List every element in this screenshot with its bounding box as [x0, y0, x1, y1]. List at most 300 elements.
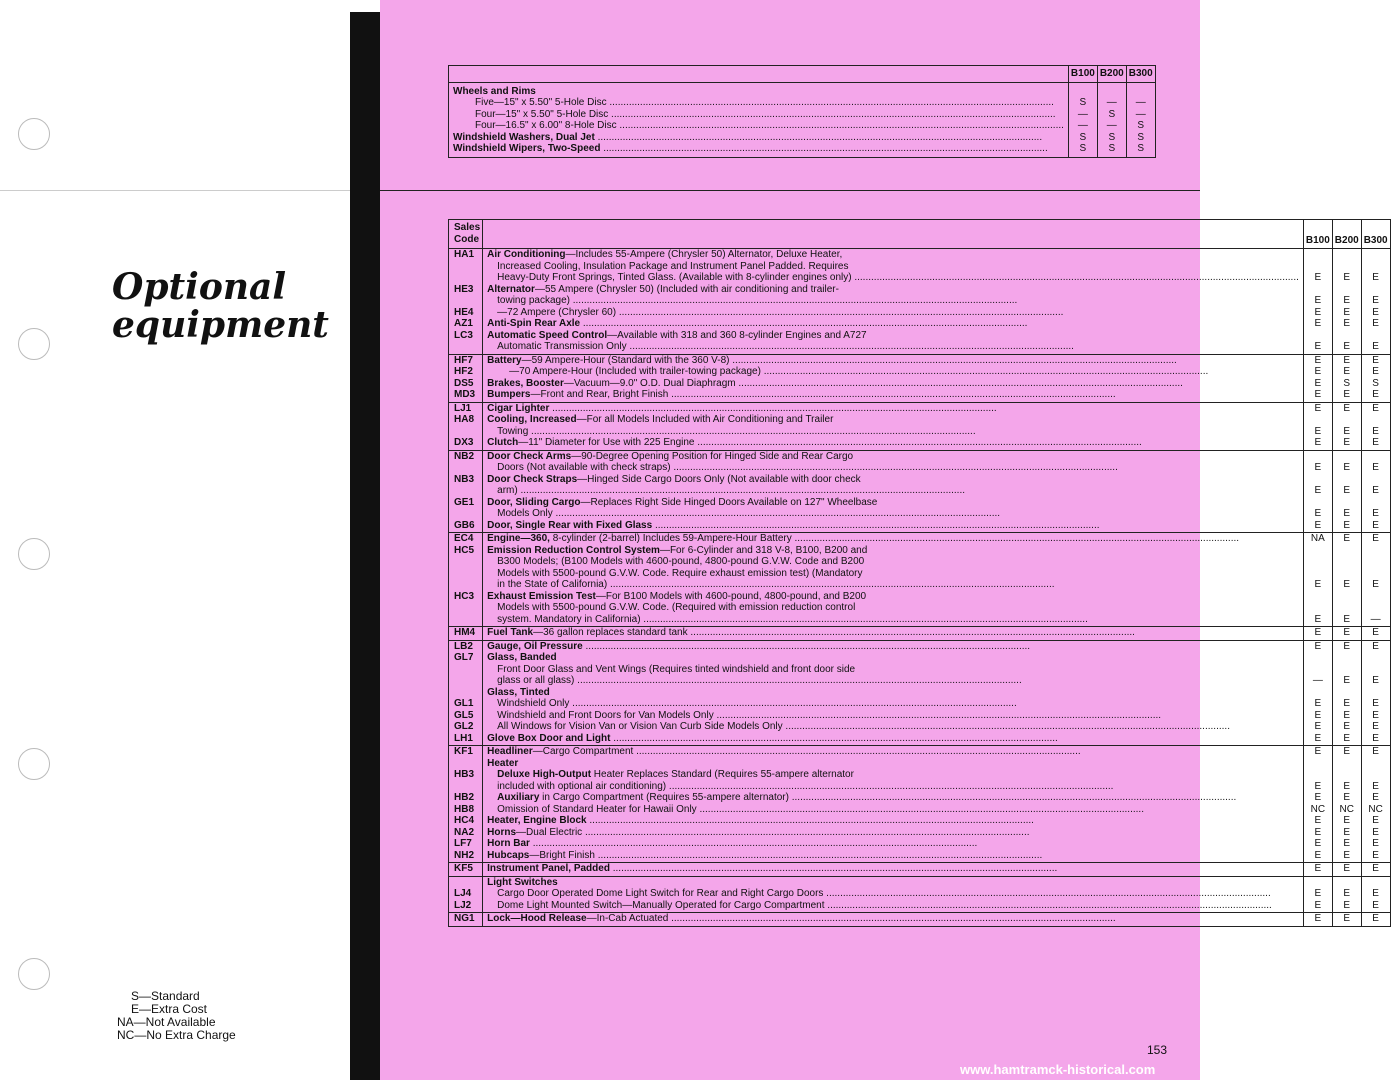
- value-cell: [1304, 591, 1332, 603]
- value-cell: [1362, 687, 1390, 699]
- option-description: [487, 721, 1299, 733]
- option-detail: system. Mandatory in California): [497, 613, 641, 625]
- sales-code: HF2: [454, 366, 473, 377]
- value-cell: [1304, 330, 1332, 342]
- model-1-column: [1332, 746, 1361, 863]
- value-cell: [1304, 414, 1332, 426]
- option-detail: Models Only: [497, 508, 553, 519]
- table1-b100-column: [1068, 82, 1097, 157]
- sales-code: GL2: [454, 721, 474, 732]
- value-cell: [1362, 769, 1390, 781]
- value-cell: [1333, 877, 1361, 889]
- value-cell: [1333, 568, 1361, 580]
- value-cell: E: [1372, 519, 1379, 531]
- value-cell: [1333, 758, 1361, 770]
- table1-line: [453, 86, 1064, 98]
- option-description: [487, 533, 1299, 545]
- page-fold-line: [0, 190, 350, 191]
- value-cell: [1362, 284, 1390, 296]
- option-name: Brakes, Booster: [487, 377, 564, 389]
- legend: [115, 990, 236, 1042]
- value-cell: [1333, 284, 1361, 296]
- model-1-column: [1332, 450, 1361, 533]
- option-name: Clutch: [487, 437, 519, 448]
- value-cell: E: [1314, 272, 1322, 283]
- value-cell: E: [1372, 913, 1379, 924]
- option-description: [487, 838, 1299, 850]
- option-detail: —Hinged Side Cargo Doors Only (Not available with door check: [577, 473, 861, 485]
- value-cell: —: [1077, 108, 1088, 120]
- option-detail: —Replaces Right Side Hinged Doors Available on 127" Wheelbase: [580, 496, 878, 508]
- sales-code: HC3: [454, 590, 475, 602]
- option-name: Horn Bar: [487, 838, 530, 849]
- value-cell: S: [1079, 131, 1087, 143]
- option-detail: Heavy-Duty Front Springs, Tinted Glass. (Available with 8-cylinder engines only): [497, 272, 852, 283]
- value-cell: E: [1314, 826, 1322, 838]
- option-description: [487, 366, 1299, 378]
- option-name: Glass, Tinted: [487, 686, 550, 698]
- option-description: [487, 307, 1299, 319]
- model-2-column: [1361, 913, 1390, 927]
- sales-code: [454, 687, 482, 699]
- value-cell: E: [1343, 792, 1351, 803]
- option-description: [487, 850, 1299, 862]
- option-description: [487, 249, 1299, 261]
- option-group: [449, 627, 1391, 641]
- model-0-column: [1303, 402, 1332, 450]
- value-cell: E: [1372, 849, 1379, 861]
- description-column: [483, 402, 1304, 450]
- option-detail: Dome Light Mounted Switch—Manually Operated for Cargo Compartment: [497, 899, 825, 911]
- option-detail: Omission of Standard Heater for Hawaii Only: [497, 803, 697, 815]
- option-detail: —11" Diameter for Use with 225 Engine: [518, 437, 695, 448]
- value-cell: —: [1312, 675, 1323, 686]
- value-cell: [1304, 497, 1332, 509]
- value-cell: [1362, 330, 1390, 342]
- value-cell: E: [1343, 826, 1351, 838]
- value-cell: E: [1343, 698, 1351, 709]
- value-cell: E: [1372, 533, 1379, 544]
- option-name: Glove Box Door and Light: [487, 732, 611, 744]
- sales-code: [454, 664, 482, 676]
- value-cell: E: [1343, 306, 1351, 318]
- value-cell: E: [1314, 838, 1322, 849]
- model-1-column: [1332, 354, 1361, 402]
- option-description: [487, 261, 1299, 273]
- option-description: [487, 389, 1299, 401]
- value-cell: E: [1343, 272, 1351, 283]
- sales-code-column: [449, 402, 483, 450]
- value-cell: E: [1372, 508, 1379, 519]
- model-2-column: [1361, 354, 1390, 402]
- option-detail: —For 6-Cylinder and 318 V-8, B100, B200 and: [659, 544, 868, 556]
- value-cell: [1362, 414, 1390, 426]
- option-group: [449, 640, 1391, 746]
- value-cell: [1304, 249, 1332, 261]
- option-description: [487, 520, 1299, 532]
- value-cell: [1304, 284, 1332, 296]
- option-description: [487, 451, 1299, 463]
- model-1-column: [1332, 913, 1361, 927]
- value-cell: [1304, 877, 1332, 889]
- value-cell: [1362, 556, 1390, 568]
- option-description: [487, 437, 1299, 449]
- description-column: [483, 640, 1304, 746]
- sales-code: MD3: [454, 389, 476, 400]
- option-detail: —In-Cab Actuated: [586, 913, 669, 924]
- value-cell: [1333, 602, 1361, 614]
- sales-code: HA1: [454, 249, 475, 260]
- table1-line-text: Four—16.5" x 6.00" 8-Hole Disc: [475, 120, 617, 131]
- sales-code: GL1: [454, 698, 474, 709]
- option-description: [487, 403, 1299, 415]
- description-column: [483, 627, 1304, 641]
- option-name: Auxiliary: [497, 792, 540, 803]
- sales-code: GL5: [454, 709, 474, 721]
- value-cell: E: [1314, 640, 1322, 652]
- value-cell: E: [1314, 437, 1322, 448]
- value-cell: E: [1343, 437, 1351, 448]
- title-line-1: Optional: [112, 266, 287, 308]
- option-description: [487, 781, 1299, 793]
- value-cell: E: [1343, 888, 1351, 899]
- option-name: Instrument Panel, Padded: [487, 863, 610, 874]
- option-description: [487, 295, 1299, 307]
- option-description: [487, 426, 1299, 438]
- option-description: [487, 746, 1299, 758]
- value-cell: [1362, 602, 1390, 614]
- table1-line: [453, 97, 1064, 109]
- sales-code: LC3: [454, 329, 473, 341]
- option-description: [487, 815, 1299, 827]
- value-cell: —: [1135, 108, 1146, 120]
- value-cell: [1333, 497, 1361, 509]
- sales-code: [454, 877, 482, 889]
- table1-line-text: Wheels and Rims: [453, 85, 536, 97]
- sales-code: NA2: [454, 826, 475, 838]
- option-description: [487, 758, 1299, 770]
- sales-code: GB6: [454, 519, 475, 531]
- value-cell: [1304, 664, 1332, 676]
- sales-code: NG1: [454, 913, 475, 924]
- value-cell: E: [1372, 272, 1379, 283]
- black-spine-bar: [350, 12, 380, 1080]
- value-cell: NC: [1310, 803, 1326, 815]
- sales-code: HB3: [454, 769, 475, 780]
- value-cell: [1333, 664, 1361, 676]
- option-group: [449, 533, 1391, 627]
- sales-code: [454, 272, 482, 284]
- sales-code-header: Sales Code: [449, 220, 483, 249]
- value-cell: E: [1314, 508, 1322, 519]
- value-cell: [1333, 545, 1361, 557]
- value-cell: E: [1343, 485, 1351, 496]
- sales-code-column: [449, 863, 483, 877]
- sales-code: DS5: [454, 377, 474, 389]
- option-description: [487, 318, 1299, 330]
- option-detail: Doors (Not available with check straps): [497, 462, 671, 473]
- option-name: Heater: [487, 757, 519, 769]
- left-margin-page: [0, 0, 350, 1080]
- value-cell: [1333, 769, 1361, 781]
- value-cell: E: [1372, 485, 1379, 496]
- table1-header-b300: B300: [1126, 66, 1155, 83]
- table1-desc-column: [449, 82, 1069, 157]
- sales-code: GE1: [454, 496, 475, 508]
- model-0-column: [1303, 249, 1332, 355]
- value-cell: E: [1372, 402, 1379, 414]
- value-cell: [1127, 86, 1155, 98]
- value-cell: E: [1314, 746, 1322, 757]
- value-cell: E: [1372, 721, 1379, 732]
- option-name: Heater, Engine Block: [487, 815, 587, 826]
- value-cell: [1362, 497, 1390, 509]
- model-0-column: [1303, 746, 1332, 863]
- option-description: [487, 614, 1299, 626]
- value-cell: —: [1135, 97, 1146, 108]
- model-1-column: [1332, 533, 1361, 627]
- sales-code: [454, 781, 482, 793]
- model-1-column: [1332, 876, 1361, 913]
- value-cell: E: [1343, 732, 1351, 744]
- value-cell: E: [1372, 792, 1379, 803]
- model-2-column: [1361, 876, 1390, 913]
- option-name: Door Check Straps: [487, 473, 578, 485]
- option-group: [449, 746, 1391, 863]
- sales-code: HF7: [454, 354, 473, 366]
- value-cell: E: [1314, 402, 1322, 414]
- value-cell: [1333, 330, 1361, 342]
- value-cell: E: [1372, 295, 1379, 306]
- value-cell: E: [1314, 899, 1322, 911]
- model-2-column: [1361, 746, 1390, 863]
- value-cell: E: [1343, 402, 1351, 414]
- option-detail: towing package): [497, 295, 570, 306]
- option-name: Hubcaps: [487, 849, 530, 861]
- value-cell: E: [1343, 341, 1351, 352]
- options-body: [449, 249, 1391, 927]
- option-detail: Cargo Door Operated Dome Light Switch for Rear and Right Cargo Doors: [497, 888, 824, 899]
- value-cell: E: [1372, 709, 1379, 721]
- option-detail: Towing: [497, 425, 529, 437]
- option-detail: Increased Cooling, Insulation Package and Instrument Panel Padded. Requires: [497, 260, 849, 272]
- value-cell: S: [1137, 143, 1145, 154]
- model-0-column: [1303, 450, 1332, 533]
- option-description: [487, 462, 1299, 474]
- value-cell: E: [1314, 462, 1322, 473]
- value-cell: E: [1372, 627, 1379, 638]
- model-0-column: [1303, 913, 1332, 927]
- value-cell: E: [1372, 366, 1379, 377]
- value-cell: [1333, 261, 1361, 273]
- model-2-column: [1361, 863, 1390, 877]
- description-column: [483, 249, 1304, 355]
- value-cell: E: [1343, 780, 1351, 792]
- value-cell: [1362, 664, 1390, 676]
- option-description: [487, 698, 1299, 710]
- sales-code: NB3: [454, 473, 475, 485]
- value-cell: E: [1343, 366, 1351, 377]
- option-name: Exhaust Emission Test: [487, 590, 596, 602]
- option-name: Anti-Spin Rear Axle: [487, 318, 581, 329]
- model-0-column: [1303, 863, 1332, 877]
- option-detail: —Bright Finish: [529, 849, 595, 861]
- value-cell: E: [1372, 815, 1379, 826]
- table1-line-text: Five—15" x 5.50" 5-Hole Disc: [475, 97, 607, 108]
- legend-no-extra-charge: NC—No Extra Charge: [117, 1028, 236, 1042]
- value-cell: E: [1314, 519, 1322, 531]
- value-cell: E: [1314, 579, 1322, 590]
- model-2-column: [1361, 640, 1390, 746]
- option-detail: —72 Ampere (Chrysler 60): [497, 306, 617, 318]
- sales-code: [454, 675, 482, 687]
- model-1-column: [1332, 863, 1361, 877]
- model-1-column: [1332, 402, 1361, 450]
- option-description: [487, 641, 1299, 653]
- option-detail: —Vacuum—9.0" O.D. Dual Diaphragm: [563, 377, 736, 389]
- option-description: [487, 341, 1299, 353]
- binder-hole: [18, 748, 50, 780]
- value-cell: E: [1372, 640, 1379, 652]
- model-0-column: [1303, 354, 1332, 402]
- binder-hole: [18, 538, 50, 570]
- model-2-column: [1361, 627, 1390, 641]
- value-cell: E: [1314, 425, 1322, 437]
- header-b100: B100: [1303, 220, 1332, 249]
- option-group: [449, 354, 1391, 402]
- value-cell: E: [1372, 732, 1379, 744]
- value-cell: [1304, 758, 1332, 770]
- sales-code: [454, 341, 482, 353]
- value-cell: E: [1343, 508, 1351, 519]
- legend-not-available: NA—Not Available: [117, 1015, 216, 1029]
- value-cell: E: [1343, 533, 1351, 544]
- sales-code: HE3: [454, 283, 474, 295]
- value-cell: E: [1372, 746, 1379, 757]
- sales-code: [454, 614, 482, 626]
- value-cell: E: [1314, 698, 1322, 709]
- sales-code: EC4: [454, 533, 474, 544]
- value-cell: S: [1108, 143, 1116, 154]
- option-detail: —Cargo Compartment: [532, 746, 634, 757]
- option-description: [487, 792, 1299, 804]
- value-cell: [1304, 451, 1332, 463]
- option-name: Door, Sliding Cargo: [487, 496, 581, 508]
- description-column: [483, 533, 1304, 627]
- sales-code: HE4: [454, 306, 474, 318]
- value-cell: [1333, 591, 1361, 603]
- value-cell: S: [1137, 120, 1145, 131]
- legend-standard: S—Standard: [131, 989, 200, 1003]
- option-detail: —Dual Electric: [516, 826, 583, 838]
- option-name: Door Check Arms: [487, 450, 572, 462]
- value-cell: —: [1106, 97, 1117, 108]
- value-cell: E: [1372, 462, 1379, 473]
- option-description: [487, 733, 1299, 745]
- model-0-column: [1303, 533, 1332, 627]
- sales-code: LB2: [454, 640, 473, 652]
- value-cell: E: [1343, 613, 1351, 625]
- option-name: Alternator: [487, 283, 535, 295]
- option-detail: Front Door Glass and Vent Wings (Requires tinted windshield and front door side: [497, 663, 856, 675]
- value-cell: E: [1343, 913, 1351, 924]
- value-cell: [1362, 758, 1390, 770]
- value-cell: E: [1343, 899, 1351, 911]
- option-description: [487, 474, 1299, 486]
- option-detail: —36 gallon replaces standard tank: [533, 627, 688, 638]
- option-description: [487, 877, 1299, 889]
- option-description: [487, 888, 1299, 900]
- header-b300: B300: [1361, 220, 1390, 249]
- option-detail: —For all Models Included with Air Conditioning and Trailer: [576, 414, 834, 425]
- table1-line-text: Windshield Washers, Dual Jet: [453, 131, 595, 143]
- value-cell: E: [1343, 389, 1351, 400]
- page-number: 153: [1147, 1043, 1168, 1057]
- value-cell: [1304, 687, 1332, 699]
- model-0-column: [1303, 627, 1332, 641]
- sales-code: [454, 556, 482, 568]
- value-cell: [1333, 556, 1361, 568]
- option-name: Emission Reduction Control System: [487, 544, 660, 556]
- sales-code-column: [449, 450, 483, 533]
- table1-b200-column: [1097, 82, 1126, 157]
- model-2-column: [1361, 402, 1390, 450]
- option-description: [487, 284, 1299, 296]
- option-detail: B300 Models; (B100 Models with 4600-pound, 4800-pound G.V.W. Code and B200: [497, 556, 865, 567]
- model-0-column: [1303, 640, 1332, 746]
- sales-code: LJ1: [454, 402, 472, 414]
- value-cell: S: [1079, 143, 1087, 154]
- sales-code: [454, 426, 482, 438]
- value-cell: E: [1343, 863, 1351, 874]
- option-description: [487, 272, 1299, 284]
- option-description: [487, 710, 1299, 722]
- option-name: Automatic Speed Control: [487, 329, 608, 341]
- value-cell: E: [1343, 318, 1351, 329]
- value-cell: S: [1372, 377, 1379, 389]
- value-cell: E: [1314, 913, 1322, 924]
- value-cell: [1362, 591, 1390, 603]
- option-description: [487, 913, 1299, 925]
- binder-hole: [18, 118, 50, 150]
- value-cell: [1304, 568, 1332, 580]
- value-cell: NA: [1310, 533, 1325, 544]
- value-cell: E: [1343, 675, 1351, 686]
- value-cell: E: [1343, 838, 1351, 849]
- option-name: Headliner: [487, 746, 533, 757]
- value-cell: [1362, 261, 1390, 273]
- option-name: Lock—Hood Release: [487, 913, 587, 924]
- option-description: [487, 602, 1299, 614]
- value-cell: E: [1314, 354, 1322, 366]
- option-name: Engine—360,: [487, 533, 550, 544]
- value-cell: [1304, 261, 1332, 273]
- value-cell: E: [1372, 826, 1379, 838]
- optional-equipment-table: [448, 219, 1391, 927]
- value-cell: E: [1343, 354, 1351, 366]
- table1-line: [453, 120, 1064, 132]
- option-detail: Models with 5500-pound G.V.W. Code. Require exhaust emission test) (Mandatory: [497, 567, 863, 579]
- option-description: [487, 330, 1299, 342]
- option-group: [449, 863, 1391, 877]
- value-cell: E: [1314, 721, 1322, 732]
- sales-code: GL7: [454, 652, 474, 663]
- option-detail: Models with 5500-pound G.V.W. Code. (Required with emission reduction control: [497, 602, 856, 613]
- value-cell: [1304, 545, 1332, 557]
- value-cell: E: [1314, 888, 1322, 899]
- value-cell: E: [1314, 377, 1322, 389]
- description-column: [483, 450, 1304, 533]
